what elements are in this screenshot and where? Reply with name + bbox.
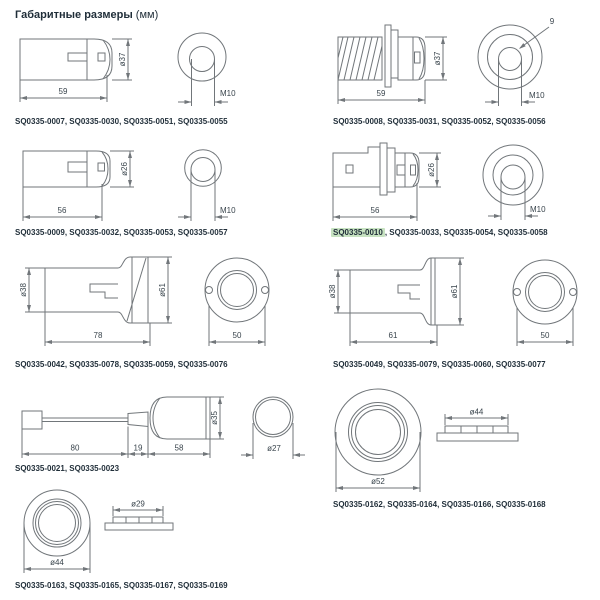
figure-6 [330, 252, 595, 352]
figure-2-caption: SQ0335-0008, SQ0335-0031, SQ0335-0052, SQ0335-0056 [333, 117, 546, 126]
drawing-ring-0162 [330, 385, 595, 498]
dim-neck-length-label: 19 [133, 443, 143, 453]
dim-ring-diameter-label: ø29 [131, 499, 145, 509]
dim-length-label: 59 [58, 87, 68, 96]
dimension-arrows [27, 257, 265, 344]
dim-thread-label: M10 [530, 205, 546, 214]
highlighted-product-code: SQ0335-0010 [333, 228, 383, 237]
side-view [22, 397, 224, 458]
dimension-arrows [23, 151, 222, 219]
drawing-socket-0009 [10, 145, 245, 237]
dim-outer-diameter-label: ø52 [371, 477, 385, 486]
page-title [15, 9, 158, 21]
drawing-socket-0049 [330, 252, 595, 352]
dim-length-label: 78 [93, 331, 103, 340]
figure-1 [10, 28, 245, 110]
dim-thread-label: M10 [529, 91, 545, 100]
dim-outer-diameter-label: ø44 [50, 558, 64, 567]
figure-4-caption-rest: , SQ0335-0033, SQ0335-0054, SQ0335-0058 [384, 228, 548, 237]
dimension-arrows [333, 153, 532, 219]
figure-6-caption: SQ0335-0049, SQ0335-0079, SQ0335-0060, SQ0335-0077 [333, 360, 546, 369]
figure-7-caption: SQ0335-0021, SQ0335-0023 [15, 464, 120, 473]
dimension-arrows [338, 37, 529, 104]
page-title-unit: (мм) [132, 9, 159, 21]
figure-4 [331, 138, 595, 238]
dim-front-diameter-label: ø27 [267, 444, 281, 453]
drawing-socket-0010 [331, 138, 595, 238]
drawing-socket-0021 [10, 385, 310, 465]
dim-length-label: 56 [57, 206, 67, 215]
side-view [23, 151, 134, 221]
dim-flange-diameter-label: ø61 [158, 283, 167, 297]
dim-diameter-label: ø26 [427, 163, 436, 177]
dim-ring-diameter-label: ø44 [469, 407, 484, 417]
figure-8 [330, 385, 595, 498]
dim-diameter-label: ø26 [120, 162, 129, 176]
dim-body-length-label: 58 [174, 443, 184, 453]
dim-thread-label: M10 [220, 89, 236, 98]
dim-flange-diameter-label: ø61 [450, 284, 459, 299]
figure-5-caption: SQ0335-0042, SQ0335-0078, SQ0335-0059, SQ0335-0076 [15, 360, 228, 369]
side-view [333, 143, 441, 221]
dim-cord-length-label: 80 [70, 443, 80, 453]
page-title-text: Габаритные размеры [15, 9, 133, 21]
dim-hole-spacing-label: 50 [540, 331, 550, 340]
dim-length-label: 56 [370, 206, 380, 215]
figure-3 [10, 145, 245, 237]
figure-3-caption: SQ0335-0009, SQ0335-0032, SQ0335-0053, SQ0335-0057 [15, 228, 228, 237]
dim-diameter-label: ø37 [433, 51, 442, 66]
figure-1-caption: SQ0335-0007, SQ0335-0030, SQ0335-0051, SQ0335-0055 [15, 117, 228, 126]
dim-diameter-label: ø38 [328, 284, 337, 299]
dim-diameter-label: ø35 [210, 411, 219, 425]
figure-9-caption: SQ0335-0163, SQ0335-0165, SQ0335-0167, SQ0335-0169 [15, 581, 228, 590]
dimension-arrows [336, 258, 573, 344]
side-view [338, 25, 447, 104]
side-view [20, 39, 132, 102]
dim-diameter-label: ø37 [118, 52, 127, 67]
figure-9 [10, 490, 305, 582]
figure-2 [330, 8, 595, 116]
figure-7 [10, 385, 310, 465]
figure-8-caption: SQ0335-0162, SQ0335-0164, SQ0335-0166, SQ0335-0168 [333, 500, 546, 509]
dim-length-label: 59 [376, 89, 386, 98]
side-view [334, 258, 464, 346]
dim-thread-label: M10 [220, 206, 236, 215]
dim-diameter-label: ø38 [19, 283, 28, 297]
drawing-socket-0008 [330, 8, 595, 116]
dim-hole-spacing-label: 50 [232, 331, 242, 340]
drawing-socket-0042 [10, 252, 305, 352]
dim-length-label: 61 [388, 331, 398, 340]
figure-4-caption [333, 228, 548, 237]
drawing-ring-0163 [10, 490, 305, 582]
dim-callout-label: 9 [549, 17, 555, 26]
figure-5 [10, 252, 305, 352]
drawing-socket-0007 [10, 28, 245, 110]
